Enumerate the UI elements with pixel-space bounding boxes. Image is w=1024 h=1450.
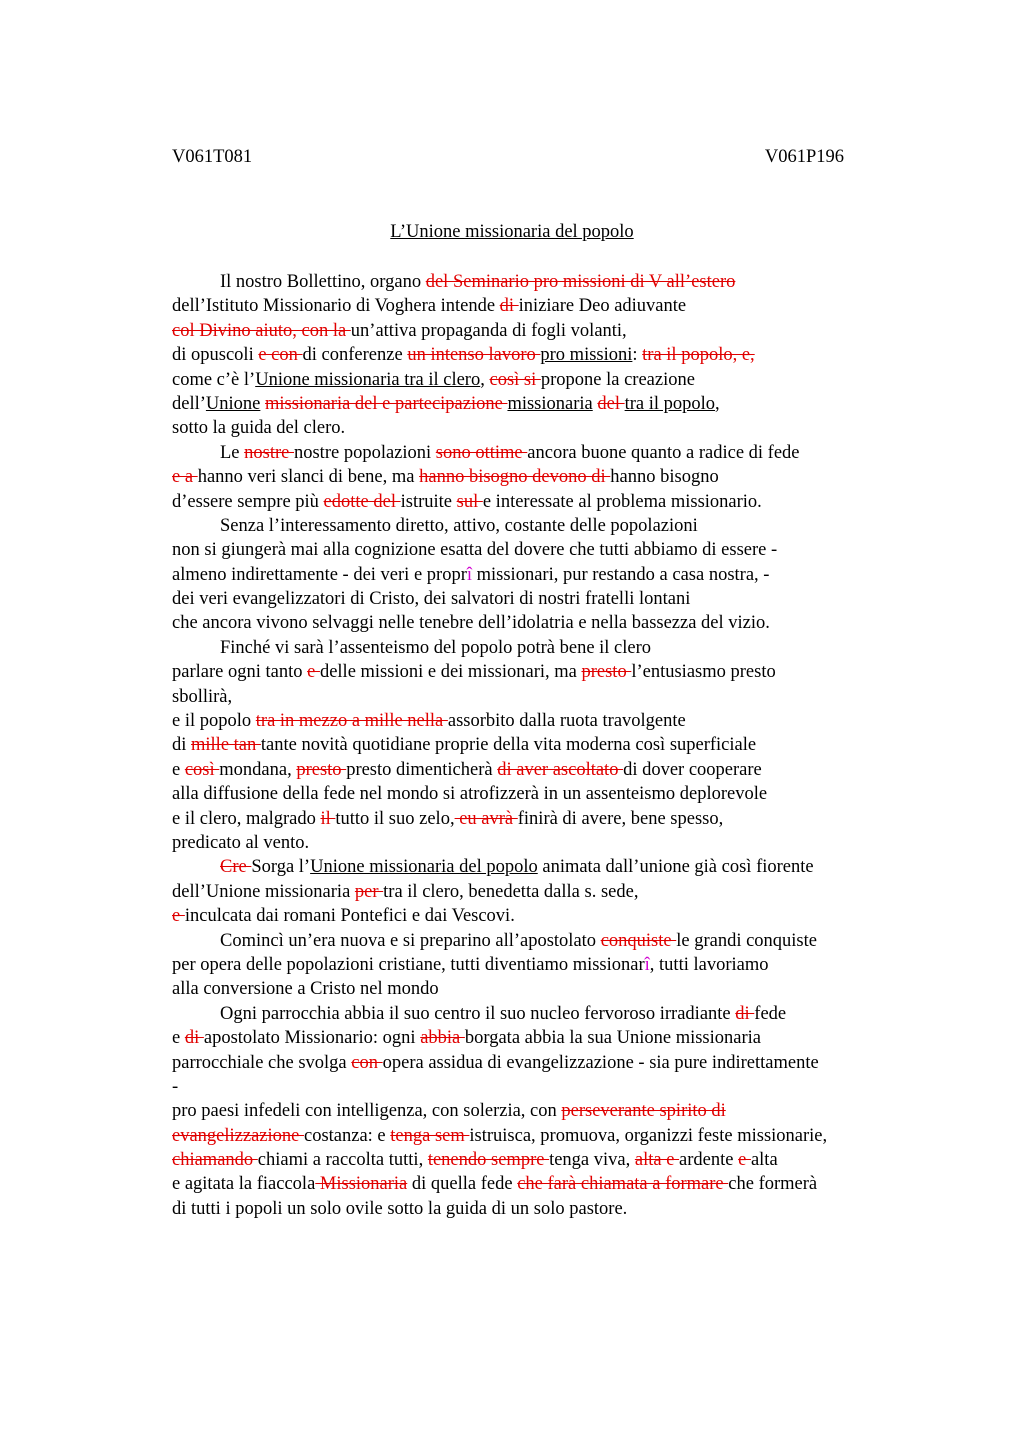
text-segment: hanno veri slanci di bene, ma <box>197 467 420 488</box>
text-segment: nostre popolazioni <box>293 442 436 463</box>
deleted-text: tra il popolo, e, <box>642 345 755 366</box>
text-segment: opera assidua di evangelizzazione - sia pure indirettamente <box>382 1052 819 1073</box>
underlined-text: pro missioni <box>540 345 633 366</box>
deleted-text: edotte del <box>323 491 401 512</box>
text-segment: per opera delle popolazioni cristiane, tutti diventiamo missionar <box>172 954 645 975</box>
deleted-text: di <box>184 1028 204 1049</box>
text-line <box>172 587 912 611</box>
deleted-text: chiamando <box>172 1150 258 1171</box>
text-line <box>172 514 912 538</box>
text-line <box>172 270 912 294</box>
text-segment: alta <box>750 1150 778 1171</box>
text-segment: e il clero, malgrado <box>172 808 321 829</box>
text-segment: borgata abbia la sua Unione missionaria <box>464 1028 761 1049</box>
text-line <box>172 490 912 514</box>
deleted-text: così <box>184 759 220 780</box>
text-line <box>172 416 912 440</box>
deleted-text: presto <box>296 759 347 780</box>
text-line <box>172 904 912 928</box>
header-left-code: V061T081 <box>172 147 253 167</box>
text-segment: chiami a raccolta tutti, <box>257 1150 428 1171</box>
deleted-text: di <box>735 1003 755 1024</box>
text-segment: dell’Unione missionaria <box>172 881 355 902</box>
text-segment: e interessate al problema missionario. <box>482 491 762 512</box>
text-segment: di quella fede <box>407 1174 518 1195</box>
text-segment: che ancora vivono selvaggi nelle tenebre dell’idolatria e nella bassezza del vizio. <box>172 613 770 634</box>
text-segment: Sorga l’ <box>251 857 311 878</box>
text-segment: Comincì un’era nuova e si preparino all’apostolato <box>220 930 601 951</box>
deleted-text: il <box>320 808 336 829</box>
text-segment: ancora buone quanto a radice di fede <box>527 442 800 463</box>
text-segment: di <box>172 735 192 756</box>
text-segment: propone la creazione <box>540 369 695 390</box>
text-segment: tra il clero, benedetta dalla s. sede, <box>383 881 639 902</box>
text-line <box>172 880 912 904</box>
text-segment: hanno bisogno <box>610 467 719 488</box>
deleted-text: così si <box>489 369 541 390</box>
text-segment: fede <box>754 1003 787 1024</box>
text-line <box>172 660 912 684</box>
text-segment: , tutti lavoriamo <box>649 954 769 975</box>
deleted-text: tenendo sempre <box>427 1150 550 1171</box>
underlined-text: Unione <box>205 393 261 414</box>
underlined-text: missionaria <box>507 393 593 414</box>
text-segment: predicato al vento. <box>172 832 310 853</box>
deleted-text: e <box>738 1150 751 1171</box>
text-segment: missionari, pur restando a casa nostra, - <box>472 564 770 585</box>
text-segment: iniziare Deo adiuvante <box>518 296 687 317</box>
deleted-text: un intenso lavoro <box>407 345 541 366</box>
text-segment: parlare ogni tanto <box>172 662 308 683</box>
text-segment: parrocchiale che svolga <box>172 1052 352 1073</box>
text-segment: che formerà <box>728 1174 818 1195</box>
deleted-text: di <box>499 296 519 317</box>
text-line <box>172 392 912 416</box>
text-segment: Senza l’interessamento diretto, attivo, costante delle popolazioni <box>220 515 698 536</box>
text-segment: e il popolo <box>172 711 256 732</box>
text-segment: un’attiva propaganda di fogli volanti, <box>350 320 627 341</box>
deleted-text: con <box>351 1052 383 1073</box>
deleted-text: sul <box>456 491 483 512</box>
deleted-text: per <box>354 881 384 902</box>
text-segment: presto dimenticherà <box>346 759 498 780</box>
text-line <box>172 831 912 855</box>
deleted-text: tenga sem <box>390 1125 470 1146</box>
text-segment: di conferenze <box>302 345 408 366</box>
text-segment: , <box>715 393 720 414</box>
text-line <box>172 1026 912 1050</box>
text-segment: e <box>172 1028 185 1049</box>
deleted-text: evangelizzazione <box>172 1125 304 1146</box>
text-line <box>172 1051 912 1075</box>
text-segment: di tutti i popoli un solo ovile sotto la guida di un solo pastore. <box>172 1198 628 1219</box>
text-segment: mondana, <box>219 759 297 780</box>
text-segment: apostolato Missionario: ogni <box>203 1028 421 1049</box>
text-segment: assorbito dalla ruota travolgente <box>447 711 686 732</box>
deleted-text: nostre <box>244 442 294 463</box>
text-segment: di dover cooperare <box>623 759 762 780</box>
text-segment: finirà di avere, bene spesso, <box>517 808 724 829</box>
document-body <box>172 270 912 1221</box>
text-line <box>172 1197 912 1221</box>
text-line <box>172 1099 912 1123</box>
document-title: L’Unione missionaria del popolo <box>390 222 634 242</box>
text-line <box>172 1148 912 1172</box>
deleted-text: eu avrà <box>454 808 518 829</box>
text-segment: tutto il suo zelo, <box>335 808 455 829</box>
deleted-text: conquiste <box>600 930 677 951</box>
text-line <box>172 343 912 367</box>
text-line <box>172 1124 912 1148</box>
text-segment: dell’Istituto Missionario di Voghera intende <box>172 296 500 317</box>
text-segment: d’essere sempre più <box>172 491 324 512</box>
text-line <box>172 636 912 660</box>
text-line <box>172 441 912 465</box>
text-segment: - <box>172 1076 179 1097</box>
deleted-text: e <box>172 906 185 927</box>
deleted-text: col Divino aiuto, con la <box>172 320 351 341</box>
deleted-text: e <box>307 662 320 683</box>
underlined-text: tra il popolo <box>624 393 716 414</box>
text-line <box>172 538 912 562</box>
text-line <box>172 1172 912 1196</box>
text-line <box>172 685 912 709</box>
text-segment: come c’è l’ <box>172 369 256 390</box>
text-segment: e <box>172 759 185 780</box>
text-line <box>172 929 912 953</box>
text-segment: non si giungerà mai alla cognizione esatta del dovere che tutti abbiamo di essere - <box>172 540 778 561</box>
text-segment: Finché vi sarà l’assenteismo del popolo potrà bene il clero <box>220 637 652 658</box>
text-line <box>172 733 912 757</box>
deleted-text: tra in mezzo a mille nella <box>255 711 448 732</box>
deleted-text: abbia <box>420 1028 465 1049</box>
text-segment: costanza: e <box>303 1125 391 1146</box>
text-segment: sbollirà, <box>172 686 233 707</box>
text-line <box>172 709 912 733</box>
correction-mark: î <box>644 954 650 975</box>
text-segment: sotto la guida del clero. <box>172 418 346 439</box>
text-line <box>172 855 912 879</box>
underlined-text: Unione missionaria tra il clero <box>255 369 481 390</box>
deleted-text: hanno bisogno devono di <box>419 467 611 488</box>
text-segment: ardente <box>679 1150 739 1171</box>
text-segment: le grandi conquiste <box>676 930 817 951</box>
text-segment: dei veri evangelizzatori di Cristo, dei salvatori di nostri fratelli lontani <box>172 589 691 610</box>
text-line <box>172 953 912 977</box>
text-line <box>172 465 912 489</box>
text-segment: tenga viva, <box>549 1150 635 1171</box>
text-segment: alla conversione a Cristo nel mondo <box>172 979 439 1000</box>
text-segment: l’entusiasmo presto <box>631 662 776 683</box>
deleted-text: che farà chiamata a formare <box>517 1174 729 1195</box>
deleted-text: e con <box>258 345 303 366</box>
text-segment: , <box>480 369 490 390</box>
text-segment: istruite <box>400 491 457 512</box>
text-line <box>172 563 912 587</box>
deleted-text: Cre <box>220 857 252 878</box>
text-segment: delle missioni e dei missionari, ma <box>319 662 582 683</box>
text-segment: animata dall’unione già così fiorente <box>537 857 814 878</box>
text-segment: di opuscoli <box>172 345 259 366</box>
text-segment: tante novità quotidiane proprie della vita moderna così superficiale <box>260 735 757 756</box>
text-segment: e agitata la fiaccola <box>172 1174 316 1195</box>
text-line <box>172 1002 912 1026</box>
text-line <box>172 977 912 1001</box>
text-segment: Ogni parrocchia abbia il suo centro il suo nucleo fervoroso irradiante <box>220 1003 736 1024</box>
deleted-text: alta e <box>634 1150 680 1171</box>
deleted-text: di aver ascoltato <box>497 759 624 780</box>
text-line <box>172 294 912 318</box>
text-segment: alla diffusione della fede nel mondo si atrofizzerà in un assenteismo deplorevole <box>172 784 768 805</box>
deleted-text: perseverante spirito di <box>561 1101 726 1122</box>
deleted-text: presto <box>581 662 632 683</box>
text-segment: : <box>632 345 643 366</box>
text-segment: almeno indirettamente - dei veri e propr <box>172 564 467 585</box>
text-segment: Il nostro Bollettino, organo <box>220 272 426 292</box>
text-line <box>172 1075 912 1099</box>
text-line <box>172 611 912 635</box>
deleted-text: del <box>597 393 625 414</box>
text-line <box>172 807 912 831</box>
text-segment: dell’ <box>172 393 206 414</box>
text-segment: Le <box>220 442 245 463</box>
text-segment: istruisca, promuova, organizzi feste missionarie, <box>469 1125 828 1146</box>
header-right-code: V061P196 <box>764 147 844 167</box>
deleted-text: sono ottime <box>435 442 528 463</box>
deleted-text: Missionaria <box>315 1174 408 1195</box>
text-line <box>172 782 912 806</box>
deleted-text: del Seminario pro missioni di V all’estero <box>425 272 736 292</box>
deleted-text: mille tan <box>191 735 261 756</box>
text-segment: inculcata dai romani Pontefici e dai Vescovi. <box>184 906 515 927</box>
underlined-text: Unione missionaria del popolo <box>310 857 538 878</box>
text-line <box>172 368 912 392</box>
deleted-text: e a <box>172 467 198 488</box>
deleted-text: missionaria del e partecipazione <box>265 393 508 414</box>
text-line <box>172 758 912 782</box>
correction-mark: î <box>466 564 472 585</box>
text-segment: pro paesi infedeli con intelligenza, con solerzia, con <box>172 1101 562 1122</box>
text-line <box>172 319 912 343</box>
